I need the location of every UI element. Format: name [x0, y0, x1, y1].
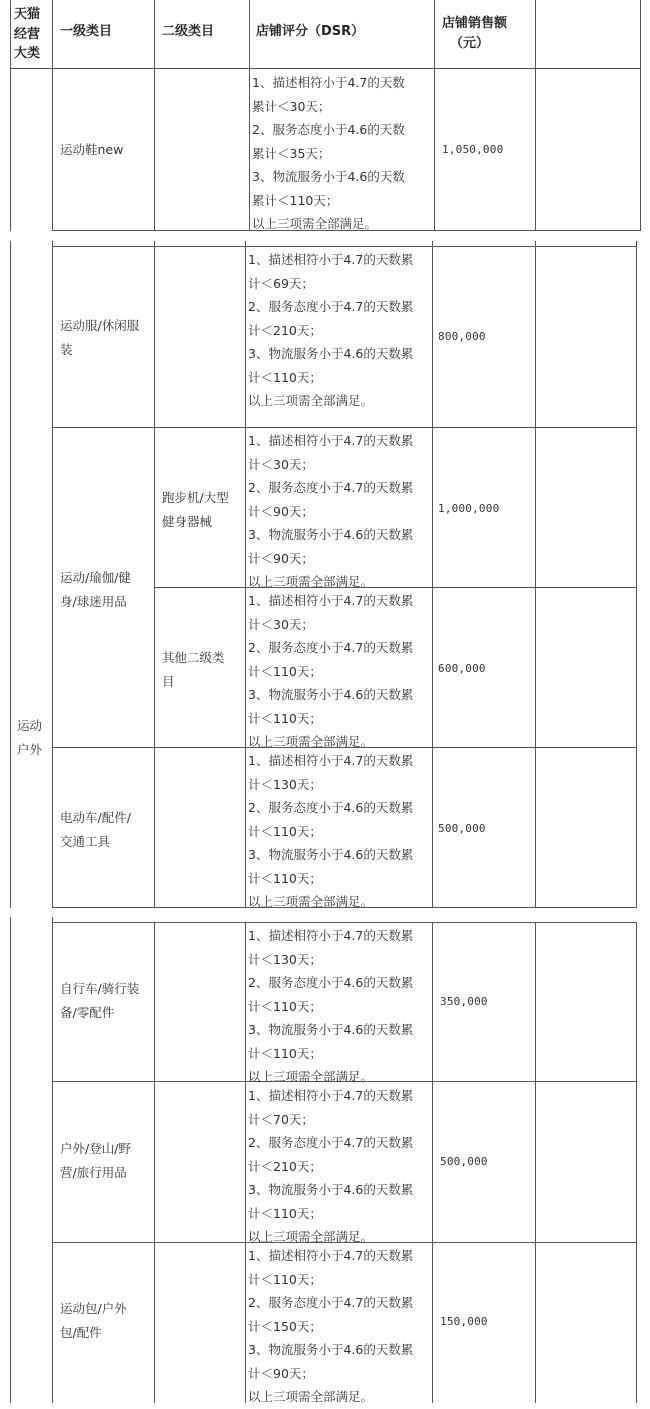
grid-line	[52, 241, 53, 908]
row-dsr: 1、描述相符小于4.7的天数累 计＜30天； 2、服务态度小于4.7的天数累 计＜90天； 3、物流服务小于4.6的天数累 计＜90天； 以上三项需全部满足。	[248, 433, 414, 589]
row-sales: 800,000	[438, 330, 486, 343]
grid-line	[154, 922, 155, 1403]
grid-line	[52, 427, 637, 428]
row-sales: 1,050,000	[442, 143, 504, 156]
row-level1: 运动/瑜伽/健 身/球迷用品	[60, 570, 131, 609]
row-level2: 跑步机/大型 健身器械	[162, 490, 229, 529]
header-level2: 二级类目	[162, 24, 215, 39]
row-level1: 自行车/骑行装 备/零配件	[60, 981, 140, 1020]
grid-line	[535, 0, 536, 231]
row-sales: 600,000	[438, 662, 486, 675]
row-sales: 350,000	[440, 995, 488, 1008]
grid-line	[245, 922, 246, 1403]
category-sports-outdoor: 运动 户外	[17, 718, 43, 757]
row-dsr: 1、描述相符小于4.7的天数 累计＜30天； 2、服务态度小于4.6的天数 累计＜35天； 3、物流服务小于4.6的天数 累计＜110天； 以上三项需全部满足。	[252, 75, 405, 231]
grid-line	[640, 0, 641, 231]
row-level1: 电动车/配件/ 交通工具	[60, 810, 131, 849]
grid-line	[636, 241, 637, 908]
grid-line	[154, 241, 155, 908]
grid-line	[245, 241, 246, 908]
row-sales: 150,000	[440, 1315, 488, 1328]
grid-line	[249, 0, 250, 231]
row-level1: 运动鞋new	[60, 142, 124, 157]
grid-line	[432, 241, 433, 908]
grid-line	[52, 917, 53, 1403]
row-dsr: 1、描述相符小于4.7的天数累 计＜69天； 2、服务态度小于4.7的天数累 计＜210天； 3、物流服务小于4.6的天数累 计＜110天； 以上三项需全部满足。	[248, 252, 414, 408]
row-dsr: 1、描述相符小于4.7的天数累 计＜130天； 2、服务态度小于4.6的天数累 计＜110天； 3、物流服务小于4.6的天数累 计＜110天； 以上三项需全部满足。	[248, 928, 414, 1084]
grid-line	[10, 241, 11, 908]
row-dsr: 1、描述相符小于4.7的天数累 计＜130天； 2、服务态度小于4.6的天数累 计＜110天； 3、物流服务小于4.6的天数累 计＜110天； 以上三项需全部满足。	[248, 753, 414, 909]
row-level1: 户外/登山/野 营/旅行用品	[60, 1141, 131, 1180]
header-dsr: 店铺评分（DSR）	[256, 24, 365, 39]
row-sales: 500,000	[440, 1155, 488, 1168]
grid-line	[10, 68, 641, 69]
grid-line	[636, 922, 637, 1403]
grid-line	[52, 922, 637, 923]
row-dsr: 1、描述相符小于4.7的天数累 计＜30天； 2、服务态度小于4.7的天数累 计＜110天； 3、物流服务小于4.6的天数累 计＜110天； 以上三项需全部满足。	[248, 593, 414, 749]
grid-line	[52, 0, 53, 231]
header-sales: 店铺销售额 （元）	[442, 16, 508, 51]
row-level1: 运动服/休闲服 装	[60, 318, 140, 357]
row-dsr: 1、描述相符小于4.7的天数累 计＜110天； 2、服务态度小于4.7的天数累 计＜150天； 3、物流服务小于4.6的天数累 计＜90天； 以上三项需全部满足。	[248, 1248, 414, 1404]
row-dsr: 1、描述相符小于4.7的天数累 计＜70天； 2、服务态度小于4.7的天数累 计＜210天； 3、物流服务小于4.6的天数累 计＜110天； 以上三项需全部满足。	[248, 1088, 414, 1244]
grid-line	[535, 922, 536, 1403]
grid-line	[10, 0, 11, 231]
grid-line	[154, 0, 155, 231]
grid-line	[535, 241, 536, 908]
row-level1: 运动包/户外 包/配件	[60, 1301, 127, 1340]
row-sales: 1,000,000	[438, 502, 500, 515]
grid-line	[434, 0, 435, 231]
header-category: 天猫 经营 大类	[14, 7, 41, 61]
grid-line	[432, 922, 433, 1403]
row-sales: 500,000	[438, 822, 486, 835]
row-level2: 其他二级类 目	[162, 650, 225, 689]
header-level1: 一级类目	[60, 24, 113, 39]
grid-line	[10, 917, 11, 1403]
grid-line	[52, 246, 637, 247]
